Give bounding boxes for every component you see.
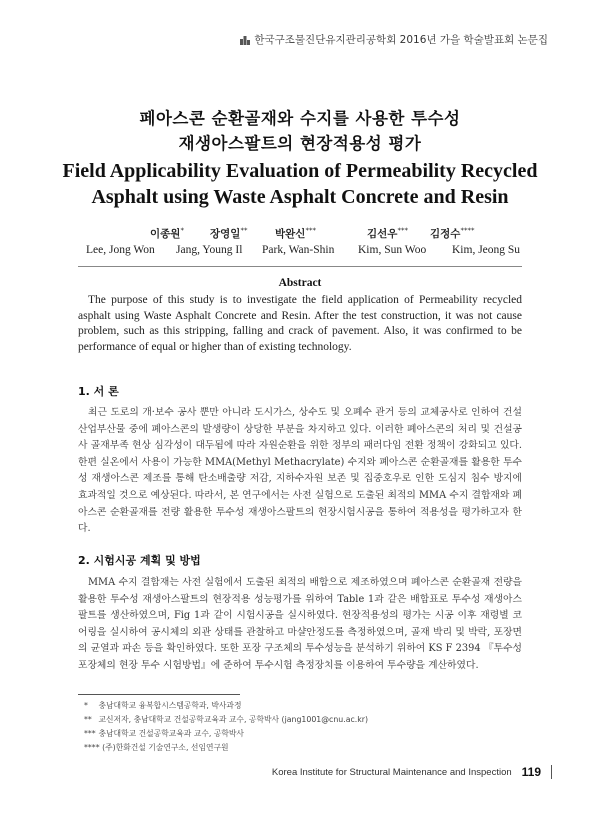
page-footer: [272, 765, 552, 779]
footnote: *** 충남대학교 건설공학교육과 교수, 공학박사: [84, 729, 244, 738]
title-ko-line-1: 페아스콘 순환골재와 수지를 사용한 투수성: [139, 109, 461, 128]
author-en: Kim, Sun Woo: [358, 244, 427, 256]
author-ko: 박완신***: [275, 226, 316, 240]
title-ko-line-2: 재생아스팔트의 현장적용성 평가: [178, 134, 422, 153]
section-paragraph: MMA 수지 결합재는 사전 실험에서 도출된 최적의 배합으로 제조하였으며 폐아스콘 순환골재 전량을 활용한 투수성 재생아스팔트의 현장적용 성능평가를 위하여 Table 1과 같은 배합표로 투수성 재생아스팔트를 생산하였으며, Fig 1과 같이 시험시공을 실시하였다. 현장적용성의 평가는 시공 이후 재령별 코어링을 실시하여 공시체의 외관 상태를 관찰하고 마샬안정도를 측정하였으며, 골재 박리 및 박락, 포장면의 균열과 파손 등을 확인하였다. 또한 포장 구조체의 투수성능을 분석하기 위하여 KS F 2394 『투수성 포장체의 현장 투수 시험방법』에 준하여 투수시험 측정장치를 이용하여 투수량을 계산하였다.: [78, 577, 522, 671]
author-en: Lee, Jong Won: [86, 244, 155, 256]
conference-name: 한국구조물진단유지관리공학회 2016년 가을 학술발표회 논문집: [254, 34, 548, 46]
author-ko: 장영일**: [210, 226, 248, 240]
author-en: Kim, Jeong Su: [452, 244, 521, 256]
author-en: Jang, Young Il: [176, 244, 243, 256]
footer-divider: [551, 765, 552, 779]
divider: [78, 266, 522, 267]
abstract-text: The purpose of this study is to investigate the field application of Permeability recycled asphalt using Waste Asphalt Concrete and Resin. After the test construction, it was not cause problem, such as this stripping, falling and crack of pavement. Also, it was confirmed to be performance of equal or higher than of existing technology.: [78, 294, 522, 354]
footnote: ** 교신저자, 충남대학교 건설공학교육과 교수, 공학박사 (jang1001@cnu.ac.kr): [84, 715, 369, 724]
building-blocks-icon: [240, 35, 250, 45]
author-ko: 김정수****: [430, 226, 475, 240]
footnote-divider: [78, 694, 240, 695]
running-header: [240, 32, 548, 47]
page-number: 119: [521, 765, 541, 779]
footnote: * 충남대학교 융복합시스템공학과, 박사과정: [84, 701, 242, 710]
author-ko: 이종원*: [150, 226, 184, 240]
footer-institute: Korea Institute for Structural Maintenance and Inspection: [271, 766, 512, 778]
title-en-line-1: Field Applicability Evaluation of Permeability Recycled: [62, 160, 538, 182]
author-ko: 김선우***: [367, 226, 408, 240]
section-heading: 2. 시험시공 계획 및 방법: [78, 554, 201, 567]
section-heading: 1. 서 론: [78, 385, 119, 398]
abstract-heading: Abstract: [278, 277, 322, 289]
footnote: **** (주)한화건설 기술연구소, 선임연구원: [84, 743, 229, 752]
author-en: Park, Wan-Shin: [262, 244, 335, 256]
section-paragraph: 최근 도로의 개·보수 공사 뿐만 아니라 도시가스, 상수도 및 오폐수 관거 등의 교체공사로 인하여 건설 산업부산물 중에 폐아스콘의 발생량이 상당한 부분을 차지하고 있다. 이러한 폐아스콘의 처리 및 건설공사 골재부족 현상 심각성이 대두됨에 따라 자원순환을 위한 정부의 패러다임 전환 정책이 강화되고 있다. 한편 실온에서 사용이 가능한 MMA(Methyl Methacrylate) 수지와 폐아스콘 순환골재를 활용한 투수성 재생아스콘 제조를 통해 탄소배출량 저감, 지하수자원 보존 및 집중호우로 인한 도심지 침수 방지에 효과적일 것으로 예상된다. 따라서, 본 연구에서는 사전 실험으로 도출된 최적의 MMA 수지 결합재와 폐아스콘 순환골재를 전량 활용한 투수성 재생아스팔트의 현장시험시공을 통하여 적용성을 평가하고자 한다.: [78, 407, 522, 535]
title-en-line-2: Asphalt using Waste Asphalt Concrete and Resin: [91, 186, 509, 208]
